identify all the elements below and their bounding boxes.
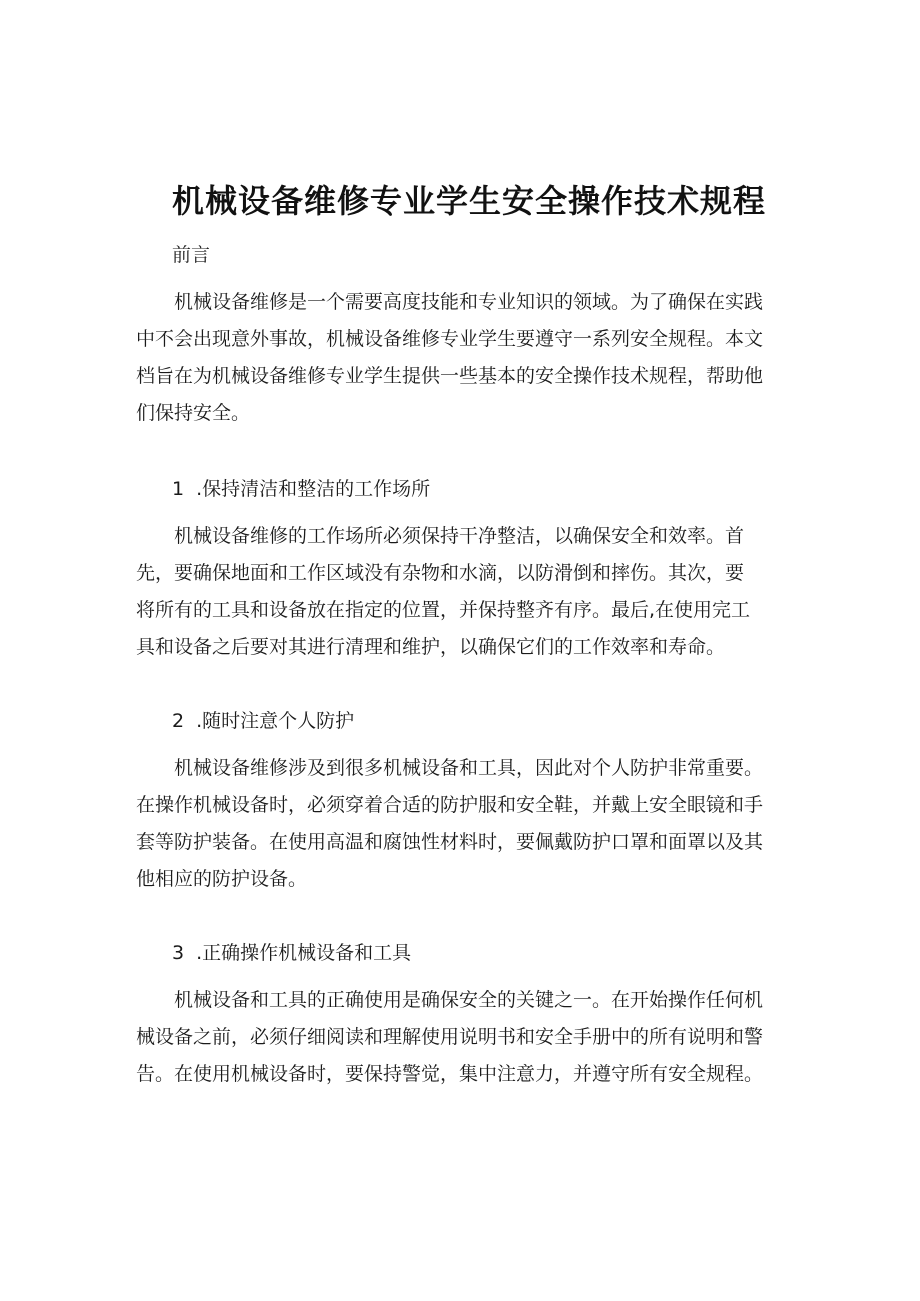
paragraph-line: 套等防护装备。在使用高温和腐蚀性材料时，要佩戴防护口罩和面罩以及其: [136, 831, 764, 853]
paragraph-line: 机械设备维修是一个需要高度技能和专业知识的领域。为了确保在实践: [174, 291, 764, 313]
preface-label: 前言: [172, 244, 211, 266]
section-2-paragraph: [136, 750, 800, 898]
paragraph-line: 在操作机械设备时，必须穿着合适的防护服和安全鞋，并戴上安全眼镜和手: [136, 794, 764, 816]
section-title: .保持清洁和整洁的工作场所: [196, 478, 431, 500]
section-number: 3: [172, 942, 185, 964]
paragraph-line: 械设备之前，必须仔细阅读和理解使用说明书和安全手册中的所有说明和警: [136, 1026, 764, 1048]
paragraph-line: 档旨在为机械设备维修专业学生提供一些基本的安全操作技术规程，帮助他: [136, 365, 764, 387]
paragraph-line: 具和设备之后要对其进行清理和维护，以确保它们的工作效率和寿命。: [136, 636, 726, 658]
paragraph-line: 机械设备和工具的正确使用是确保安全的关键之一。在开始操作任何机: [174, 989, 764, 1011]
paragraph-line: 中不会出现意外事故，机械设备维修专业学生要遵守一系列安全规程。本文: [136, 328, 764, 350]
section-2-heading: [172, 706, 354, 733]
section-number: 1: [172, 478, 185, 500]
paragraph-line: 机械设备维修的工作场所必须保持干净整洁，以确保安全和效率。首: [174, 525, 745, 547]
intro-paragraph: [136, 284, 800, 432]
section-title: .正确操作机械设备和工具: [196, 942, 412, 964]
paragraph-line: 机械设备维修涉及到很多机械设备和工具，因此对个人防护非常重要。: [174, 757, 764, 779]
section-number: 2: [172, 710, 185, 732]
paragraph-line: 告。在使用机械设备时，要保持警觉，集中注意力，并遵守所有安全规程。: [136, 1063, 764, 1085]
paragraph-line: 他相应的防护设备。: [136, 868, 308, 890]
section-1-paragraph: [136, 518, 800, 666]
section-title: .随时注意个人防护: [196, 710, 355, 732]
paragraph-line: 将所有的工具和设备放在指定的位置，并保持整齐有序。最后,在使用完工: [136, 599, 751, 621]
section-1-heading: [172, 474, 430, 501]
document-title: 机械设备维修专业学生安全操作技术规程: [172, 182, 767, 220]
section-3-heading: [172, 938, 411, 965]
paragraph-line: 们保持安全。: [136, 402, 251, 424]
section-3-paragraph: [136, 982, 800, 1093]
paragraph-line: 先，要确保地面和工作区域没有杂物和水滴，以防滑倒和摔伤。其次，要: [136, 562, 745, 584]
